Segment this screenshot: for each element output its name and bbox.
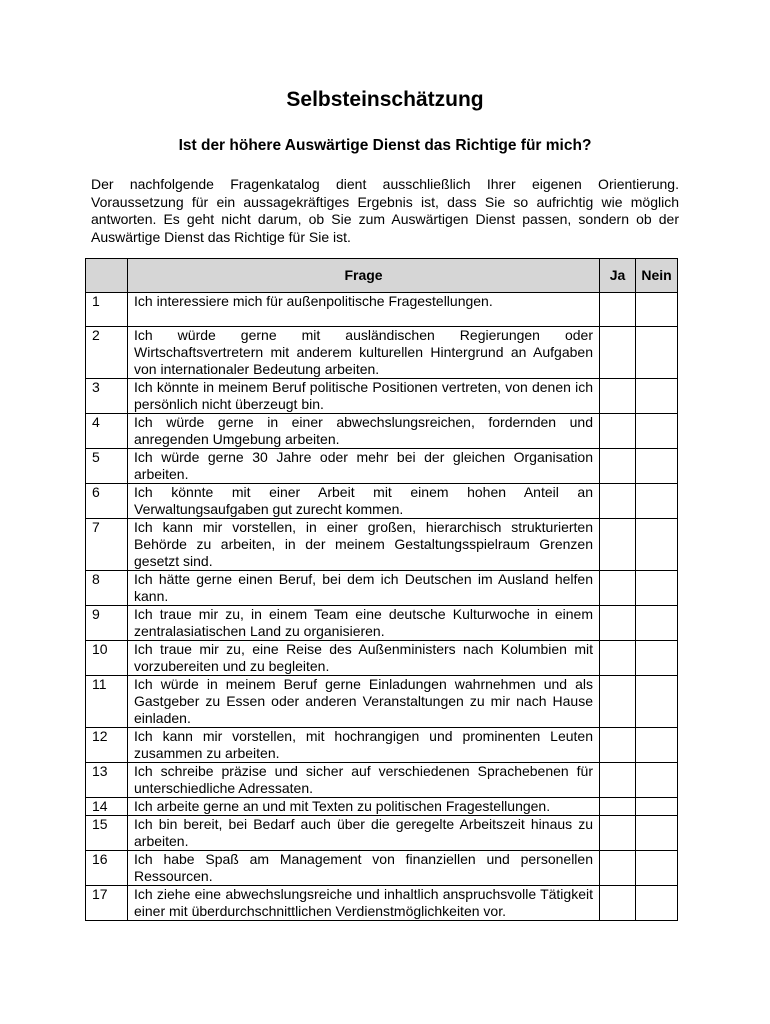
- answer-no-cell[interactable]: [636, 641, 678, 676]
- questionnaire-table: [85, 258, 678, 921]
- answer-no-cell[interactable]: [636, 519, 678, 571]
- header-yes: Ja: [600, 259, 636, 293]
- question-text: Ich könnte mit einer Arbeit mit einem hohen Anteil an Verwaltungsaufgaben gut zurecht kommen.: [128, 484, 600, 519]
- question-text: Ich hätte gerne einen Beruf, bei dem ich Deutschen im Ausland helfen kann.: [128, 571, 600, 606]
- answer-no-cell[interactable]: [636, 676, 678, 728]
- question-number: 13: [86, 763, 128, 798]
- table-row: [86, 798, 678, 816]
- answer-yes-cell[interactable]: [600, 641, 636, 676]
- question-number: 5: [86, 449, 128, 484]
- page-subtitle: Ist der höhere Auswärtige Dienst das Richtige für mich?: [178, 137, 592, 154]
- answer-yes-cell[interactable]: [600, 379, 636, 414]
- answer-no-cell[interactable]: [636, 293, 678, 327]
- table-row: [86, 641, 678, 676]
- answer-yes-cell[interactable]: [600, 293, 636, 327]
- answer-no-cell[interactable]: [636, 728, 678, 763]
- question-number: 12: [86, 728, 128, 763]
- question-number: 3: [86, 379, 128, 414]
- table-row: [86, 763, 678, 798]
- table-row: [86, 816, 678, 851]
- question-number: 14: [86, 798, 128, 816]
- table-row: [86, 293, 678, 327]
- question-number: 6: [86, 484, 128, 519]
- table-row: [86, 886, 678, 921]
- answer-no-cell[interactable]: [636, 414, 678, 449]
- table-row: [86, 728, 678, 763]
- question-text: Ich arbeite gerne an und mit Texten zu politischen Fragestellungen.: [128, 798, 600, 816]
- answer-yes-cell[interactable]: [600, 571, 636, 606]
- question-text: Ich schreibe präzise und sicher auf verschiedenen Sprachebenen für unterschiedliche Adressaten.: [128, 763, 600, 798]
- answer-no-cell[interactable]: [636, 449, 678, 484]
- answer-yes-cell[interactable]: [600, 606, 636, 641]
- header-no: Nein: [636, 259, 678, 293]
- table-row: [86, 676, 678, 728]
- table-row: [86, 851, 678, 886]
- answer-no-cell[interactable]: [636, 798, 678, 816]
- question-text: Ich würde gerne mit ausländischen Regierungen oder Wirtschaftsvertretern mit anderem kulturellen Hintergrund an Aufgaben von internationaler Bedeutung arbeiten.: [128, 327, 600, 379]
- question-text: Ich ziehe eine abwechslungsreiche und inhaltlich anspruchsvolle Tätigkeit einer mit überdurchschnittlichen Verdienstmöglichkeiten vor.: [128, 886, 600, 921]
- answer-yes-cell[interactable]: [600, 519, 636, 571]
- question-number: 16: [86, 851, 128, 886]
- question-number: 9: [86, 606, 128, 641]
- question-text: Ich traue mir zu, in einem Team eine deutsche Kulturwoche in einem zentralasiatischen Land zu organisieren.: [128, 606, 600, 641]
- question-number: 2: [86, 327, 128, 379]
- question-text: Ich interessiere mich für außenpolitische Fragestellungen.: [128, 293, 600, 327]
- answer-no-cell[interactable]: [636, 886, 678, 921]
- table-row: [86, 484, 678, 519]
- header-question: Frage: [128, 259, 600, 293]
- question-number: 17: [86, 886, 128, 921]
- answer-no-cell[interactable]: [636, 763, 678, 798]
- question-text: Ich würde gerne in einer abwechslungsreichen, fordernden und anregenden Umgebung arbeiten.: [128, 414, 600, 449]
- question-text: Ich kann mir vorstellen, mit hochrangigen und prominenten Leuten zusammen zu arbeiten.: [128, 728, 600, 763]
- answer-yes-cell[interactable]: [600, 327, 636, 379]
- answer-yes-cell[interactable]: [600, 886, 636, 921]
- answer-no-cell[interactable]: [636, 484, 678, 519]
- answer-yes-cell[interactable]: [600, 851, 636, 886]
- question-text: Ich bin bereit, bei Bedarf auch über die geregelte Arbeitszeit hinaus zu arbeiten.: [128, 816, 600, 851]
- table-row: [86, 449, 678, 484]
- question-text: Ich traue mir zu, eine Reise des Außenministers nach Kolumbien mit vorzubereiten und zu begleiten.: [128, 641, 600, 676]
- answer-yes-cell[interactable]: [600, 414, 636, 449]
- question-number: 7: [86, 519, 128, 571]
- answer-yes-cell[interactable]: [600, 449, 636, 484]
- question-text: Ich würde gerne 30 Jahre oder mehr bei der gleichen Organisation arbeiten.: [128, 449, 600, 484]
- answer-no-cell[interactable]: [636, 379, 678, 414]
- answer-yes-cell[interactable]: [600, 728, 636, 763]
- question-text: Ich kann mir vorstellen, in einer großen, hierarchisch strukturierten Behörde zu arbeiten, in der meinem Gestaltungsspielraum Grenzen gesetzt sind.: [128, 519, 600, 571]
- intro-paragraph: Der nachfolgende Fragenkatalog dient ausschließlich Ihrer eigenen Orientierung. Voraussetzung für ein aussagekräftiges Ergebnis ist, dass Sie so aufrichtig wie möglich antworten. Es geht nicht darum, ob Sie zum Auswärtigen Dienst passen, sondern ob der Auswärtige Dienst das Richtige für Sie ist.: [91, 176, 679, 245]
- answer-yes-cell[interactable]: [600, 798, 636, 816]
- answer-no-cell[interactable]: [636, 851, 678, 886]
- table-row: [86, 414, 678, 449]
- table-row: [86, 379, 678, 414]
- table-row: [86, 606, 678, 641]
- answer-yes-cell[interactable]: [600, 763, 636, 798]
- question-text: Ich würde in meinem Beruf gerne Einladungen wahrnehmen und als Gastgeber zu Essen oder anderen Veranstaltungen zu mir nach Hause einladen.: [128, 676, 600, 728]
- question-text: Ich habe Spaß am Management von finanziellen und personellen Ressourcen.: [128, 851, 600, 886]
- answer-no-cell[interactable]: [636, 606, 678, 641]
- answer-yes-cell[interactable]: [600, 484, 636, 519]
- question-number: 4: [86, 414, 128, 449]
- header-number: [86, 259, 128, 293]
- answer-yes-cell[interactable]: [600, 816, 636, 851]
- question-text: Ich könnte in meinem Beruf politische Positionen vertreten, von denen ich persönlich nicht überzeugt bin.: [128, 379, 600, 414]
- answer-yes-cell[interactable]: [600, 676, 636, 728]
- question-number: 8: [86, 571, 128, 606]
- question-number: 10: [86, 641, 128, 676]
- question-number: 11: [86, 676, 128, 728]
- table-header-row: [86, 259, 678, 293]
- answer-no-cell[interactable]: [636, 816, 678, 851]
- answer-no-cell[interactable]: [636, 327, 678, 379]
- page-title: Selbsteinschätzung: [286, 88, 484, 111]
- question-number: 15: [86, 816, 128, 851]
- question-number: 1: [86, 293, 128, 327]
- answer-no-cell[interactable]: [636, 571, 678, 606]
- questionnaire-body: [86, 293, 678, 921]
- table-row: [86, 519, 678, 571]
- table-row: [86, 571, 678, 606]
- table-row: [86, 327, 678, 379]
